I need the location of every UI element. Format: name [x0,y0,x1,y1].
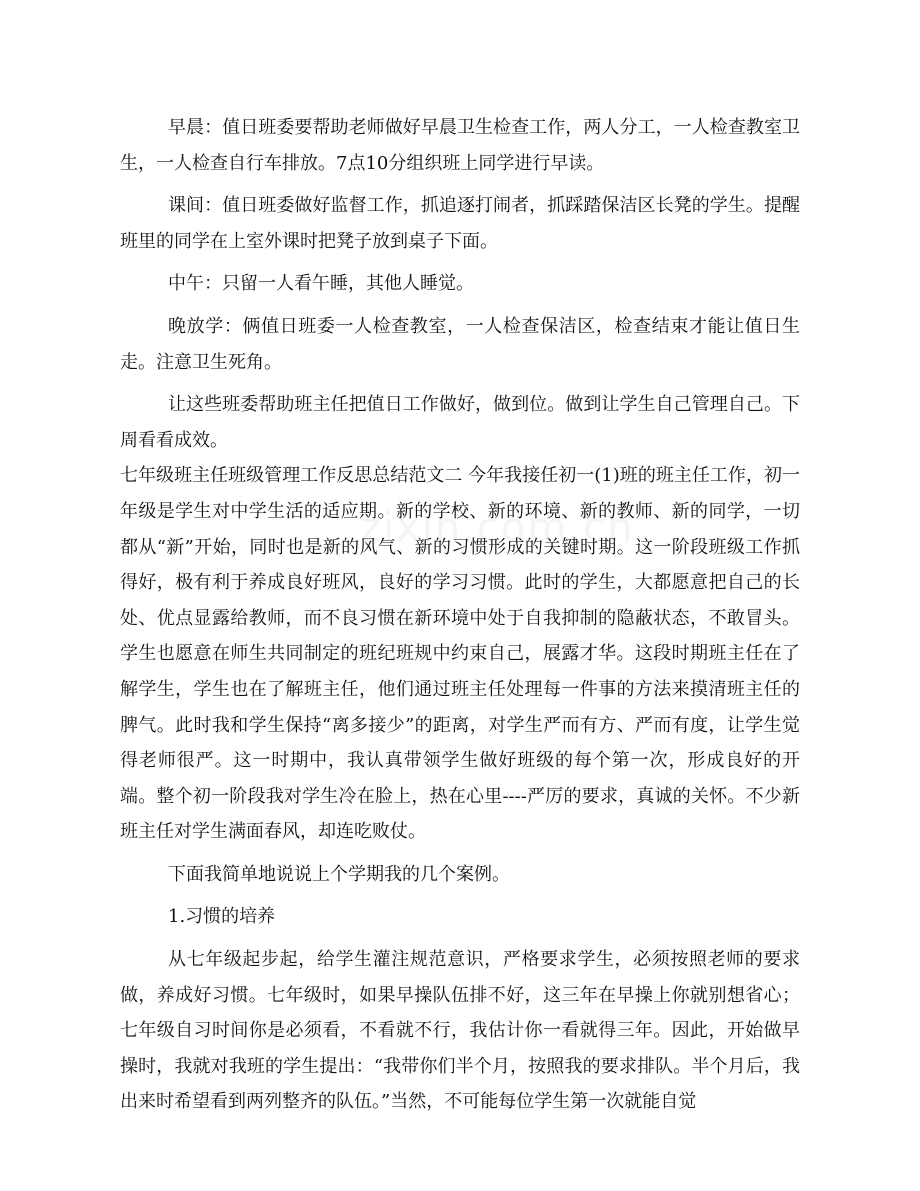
paragraph-evening: 晚放学：俩值日班委一人检查教室，一人检查保洁区，检查结束才能让值日生走。注意卫生死角。 [120,315,800,373]
section-heading-habits: 1.习惯的培养 [168,906,276,928]
paragraph-morning: 早晨：值日班委要帮助老师做好早晨卫生检查工作，两人分工，一人检查教室卫生，一人检查自行车排放。7点10分组织班上同学进行早读。 [120,117,800,174]
paragraph-noon: 中午：只留一人看午睡，其他人睡觉。 [168,273,474,295]
paragraph-habits: 从七年级起步起，给学生灌注规范意识，严格要求学生，必须按照老师的要求做，养成好习惯。七年级时，如果早操队伍排不好，这三年在早操上你就别想省心；七年级自习时间你是必须看，不看就不行，我估计你一看就得三年。因此，开始做早操时，我就对我班的学生提出：“我带你们半个月，按照我的要求排队。半个月后，我出来时希望看到两列整齐的队伍。”当然，不可能每位学生第一次就能自觉 [120,949,800,1113]
paragraph-cases-intro: 下面我简单地说说上个学期我的几个案例。 [168,863,510,885]
paragraph-break-time: 课间：值日班委做好监督工作，抓追逐打闹者，抓踩踏保洁区长凳的学生。提醒班里的同学在上室外课时把凳子放到桌子下面。 [120,195,800,252]
document-body [120,110,800,1120]
paragraph-essay-two: 七年级班主任班级管理工作反思总结范文二 今年我接任初一(1)班的班主任工作，初一年级是学生对中学生活的适应期。新的学校、新的环境、新的教师、新的同学，一切都从“新”开始，同时也是新的风气、新的习惯形成的关键时期。这一阶段班级工作抓得好，极有利于养成良好班风，良好的学习习惯。此时的学生，大都愿意把自己的长处、优点显露给教师，而不良习惯在新环境中处于自我抑制的隐蔽状态，不敢冒头。学生也愿意在师生共同制定的班纪班规中约束自己，展露才华。这段时期班主任在了解学生，学生也在了解班主任，他们通过班主任处理每一件事的方法来摸清班主任的脾气。此时我和学生保持“离多接少”的距离，对学生严而有方、严而有度，让学生觉得老师很严。这一时期中，我认真带领学生做好班级的每个第一次，形成良好的开端。整个初一阶段我对学生冷在脸上，热在心里----严厉的要求，真诚的关怀。不少新班主任对学生满面春风，却连吃败仗。 [120,465,800,843]
paragraph-summary: 让这些班委帮助班主任把值日工作做好，做到位。做到让学生自己管理自己。下周看看成效。 [120,394,800,451]
